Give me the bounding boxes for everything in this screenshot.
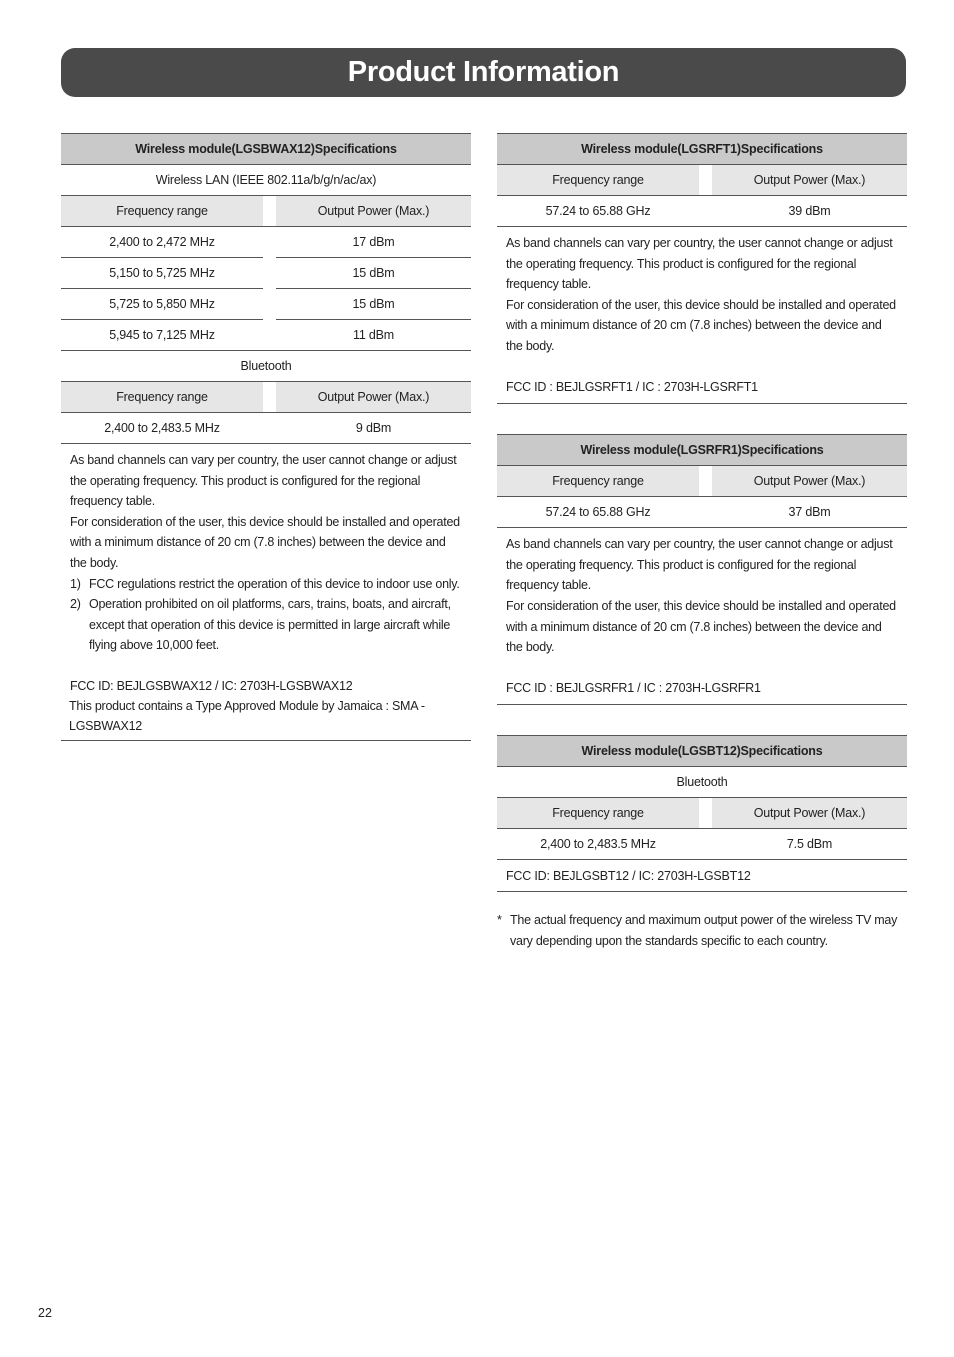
spec-title: Wireless module(LGSBWAX12)Specifications xyxy=(61,133,471,165)
table-row xyxy=(61,320,471,351)
col-power-header: Output Power (Max.) xyxy=(276,382,471,412)
note-band-channels: As band channels can vary per country, the user cannot change or adjust the operating frequency. This product is configured for the regional frequency table. xyxy=(506,236,893,292)
power-cell: 17 dBm xyxy=(276,227,471,258)
bluetooth-label: Bluetooth xyxy=(61,351,471,382)
note-distance: For consideration of the user, this device should be installed and operated with a minimum distance of 20 cm (7.8 inches) between the device and the body. xyxy=(70,514,460,570)
frequency-cell: 2,400 to 2,483.5 MHz xyxy=(104,421,220,435)
col-frequency-header: Frequency range xyxy=(497,798,699,828)
power-cell: 9 dBm xyxy=(355,421,392,435)
col-frequency-header: Frequency range xyxy=(497,466,699,496)
spec-lgsbwax12 xyxy=(61,133,471,741)
note-band-channels: As band channels can vary per country, the user cannot change or adjust the operating frequency. This product is configured for the regional frequency table. xyxy=(70,453,457,509)
note-band-channels: As band channels can vary per country, the user cannot change or adjust the operating frequency. This product is configured for the regional frequency table. xyxy=(506,537,893,593)
frequency-cell: 5,725 to 5,850 MHz xyxy=(61,289,263,320)
frequency-cell: 2,400 to 2,483.5 MHz xyxy=(540,837,656,852)
fcc-id: FCC ID: BEJLGSBWAX12 / IC: 2703H-LGSBWAX12 xyxy=(70,678,353,693)
spec-notes xyxy=(497,227,907,403)
note-distance: For consideration of the user, this device should be installed and operated with a minimum distance of 20 cm (7.8 inches) between the device and the body. xyxy=(506,598,896,655)
frequency-cell: 5,945 to 7,125 MHz xyxy=(109,328,215,342)
spec-lgsbt12 xyxy=(497,735,907,892)
jamaica-approval: This product contains a Type Approved Module by Jamaica : SMA - LGSBWAX12 xyxy=(69,698,425,733)
power-cell: 15 dBm xyxy=(276,289,471,320)
col-power-header: Output Power (Max.) xyxy=(276,196,471,226)
right-column xyxy=(497,133,907,952)
footnote xyxy=(497,910,907,951)
fcc-id: FCC ID : BEJLGSRFR1 / IC : 2703H-LGSRFR1 xyxy=(506,680,761,695)
table-row xyxy=(497,829,907,860)
table-row xyxy=(61,413,471,444)
left-column xyxy=(61,133,471,741)
fcc-row xyxy=(497,860,907,891)
col-power-header: Output Power (Max.) xyxy=(712,798,907,828)
list-item xyxy=(70,574,462,595)
power-cell: 39 dBm xyxy=(788,204,831,218)
table-header xyxy=(497,798,907,829)
col-frequency-header: Frequency range xyxy=(61,382,263,412)
page-number: 22 xyxy=(38,1306,52,1320)
table-row xyxy=(497,497,907,528)
page-header xyxy=(61,48,906,97)
list-text: FCC regulations restrict the operation of this device to indoor use only. xyxy=(89,576,460,591)
footnote-text: The actual frequency and maximum output power of the wireless TV may vary depending upon the standards specific to each country. xyxy=(510,913,898,948)
col-frequency-header: Frequency range xyxy=(61,196,263,226)
spec-lgsrft1 xyxy=(497,133,907,404)
spec-notes xyxy=(497,528,907,704)
spec-notes xyxy=(61,444,471,662)
power-cell: 37 dBm xyxy=(788,505,831,520)
frequency-cell: 5,150 to 5,725 MHz xyxy=(61,258,263,289)
table-header xyxy=(61,382,471,413)
table-row xyxy=(497,196,907,227)
table-row xyxy=(61,289,471,320)
spec-lgsrfr1 xyxy=(497,434,907,705)
spec-title: Wireless module(LGSBT12)Specifications xyxy=(497,735,907,767)
col-frequency-header: Frequency range xyxy=(497,165,699,195)
wlan-label: Wireless LAN (IEEE 802.11a/b/g/n/ac/ax) xyxy=(61,165,471,196)
spec-title: Wireless module(LGSRFT1)Specifications xyxy=(497,133,907,165)
frequency-cell: 2,400 to 2,472 MHz xyxy=(61,227,263,258)
list-text: Operation prohibited on oil platforms, cars, trains, boats, and aircraft, except that operation of this device is permitted in large aircraft while flying above 10,000 feet. xyxy=(89,597,451,653)
frequency-cell: 57.24 to 65.88 GHz xyxy=(545,204,651,218)
frequency-cell: 57.24 to 65.88 GHz xyxy=(545,505,651,520)
col-power-header: Output Power (Max.) xyxy=(712,165,907,195)
footnote-mark: * xyxy=(497,913,502,928)
table-header xyxy=(497,165,907,196)
note-distance: For consideration of the user, this device should be installed and operated with a minimum distance of 20 cm (7.8 inches) between the device and the body. xyxy=(506,297,896,353)
fcc-block xyxy=(61,662,471,740)
list-number: 1) xyxy=(70,576,81,591)
list-item xyxy=(70,594,462,656)
fcc-id: FCC ID : BEJLGSRFT1 / IC : 2703H-LGSRFT1 xyxy=(506,379,758,394)
bluetooth-label: Bluetooth xyxy=(497,767,907,798)
power-cell: 11 dBm xyxy=(353,328,394,342)
power-cell: 15 dBm xyxy=(276,258,471,289)
fcc-id: FCC ID: BEJLGSBT12 / IC: 2703H-LGSBT12 xyxy=(506,868,751,883)
table-row xyxy=(61,227,471,258)
table-header xyxy=(61,196,471,227)
regulation-list xyxy=(70,574,462,656)
table-row xyxy=(61,258,471,289)
spec-title: Wireless module(LGSRFR1)Specifications xyxy=(497,434,907,466)
power-cell: 7.5 dBm xyxy=(786,837,833,852)
table-header xyxy=(497,466,907,497)
col-power-header: Output Power (Max.) xyxy=(712,466,907,496)
page-title: Product Information xyxy=(347,56,620,88)
list-number: 2) xyxy=(70,597,81,612)
